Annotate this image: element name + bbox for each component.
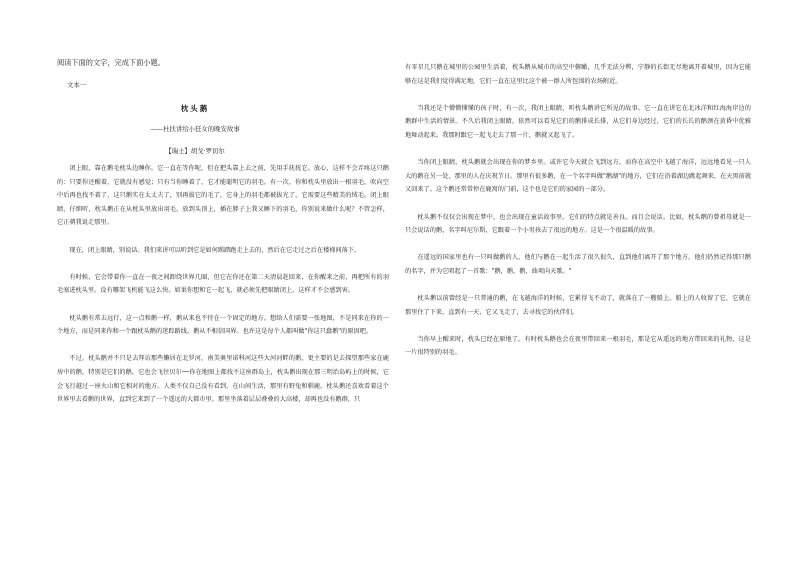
story-title: 枕头鹅: [180, 104, 210, 113]
paragraph: 闭上眼，靠在鹅毛枕头边睡你。它一直在等你呢，但在把头靠上去之前，先用手抚抚它。放心，这样不会弄疼这只鹅的：只要你还醒着，它就没有感觉；只有当你睡着了，它才能聪明它的羽毛。有一次，你和枕头里放出一根羽毛，吹向空中后再也找不着了，这只鹅实在太丈夫了，别再拔它的毛了，它身上的羽毛都被拔光了，它需要这些精美的绒毛。闭上眼睛，仔细听，枕头鹅正在从枕头里放出羽毛，放到头顶上，插在脖子上我又睡下的羽毛，你别说来做什么呢？不管怎样，它正朝我说走那里。: [57, 165, 389, 227]
paragraph: 当你闭上眼睛，枕头鹅就会出现在你的梦乡里。或许它今天就会飞到远方，而你在高空中飞越了海洋，远远地看见一只人大的鹅在另一处，那里的人在庆祝节日。那里有很多鹅，在一个名字叫做"鹅湖"的地方，它们在沿着湖边跳起舞来，在天黑前就又回来了。这个鹅还常常停在鹿窝的门前，这个也是它们的家园的一部分。: [405, 159, 752, 194]
instruction: 阅读下面的文字，完成下面小题。: [57, 58, 165, 67]
paragraph: 枕头鹅不仅仅会出现在梦中，也会出现在童话故事里。它们的特点就是善良，而且会说话。比如，枕头鹅的曾祖母就是一只会说话的鹅，名字叫尼尔斯，它跟着一个小男孩去了很远的地方。这是一个很温暖的故事。: [405, 213, 751, 235]
paragraph: 当你早上醒来时，枕头已经在原地了。有时枕头鹅也会在夜里带回来一根羽毛，那是它从遥远的地方带回来的礼物，这是一片很特别的羽毛。: [405, 335, 751, 357]
right-column: [405, 61, 751, 360]
text-label: 文本一: [67, 81, 87, 89]
paragraph: 当我还是个懵懵懂懂的孩子时，有一次，我闭上眼睛，听枕头鹅讲它所见的故事。它一直在讲它在北冰洋和红海海岸边的鹅群中生活的情景。不久后我闭上眼睛，依然可以看见它们的鹅排成长排，从它们身边经过，它们的长长的鹅颈在黄昏中优雅地舞动起来。我那时跟它一起飞走去了那一片，鹅就又起飞了。: [405, 104, 751, 139]
paragraph: 枕头鹅有常去远行，这一点和鹅一样，鹅从来也不待在一个固定的地方。想给人们需要一张地图，不是同来在你的一个地方，而是同来你和一个跟枕头鹅的迷踪路线。鹅从不相信国界。也许这是每个人都叫做"你这只蠢鹅"的原因吧。: [57, 314, 389, 336]
paragraph: 有时候，它会带着你一直在一夜之间卸绕世界几圈，但它在你还在第二天清晨赶回来，在你醒来之前，再把所有的羽毛塞进枕头里。没有哪架飞机能飞这么快。如果你想和它一起飞，就必须先把眼睛闭上，这样才不会感到害。: [57, 273, 389, 295]
story-subtitle: ——杜扶讲给小狂女的晚安故事: [150, 125, 240, 133]
paragraph: 有零星几只鹅在城里的公园里生活着，枕头鹅从城市的高空中俯瞰，几乎无法分辨，宁静的长街无尽地离开着城里，因为它能够在这是我们觉得满足地，它们一直在这里比这个被一群人所包围的农场附近。: [405, 64, 751, 85]
story-author: 【瑞士】胡戈·罗切尔: [165, 147, 225, 155]
paragraph: 不过，枕头鹅并不只是去拜访那些懒居在北罗河，南美奥里诺科河这些大河河畔的鹅，更主要的是去探望那些家在鹿房中的鹅，特别是它们的鹅，它也会飞往贝尔──你在地图上都找不这座群岛上，枕头鹅出现在那三明治岛屿上的时候，它会飞行越过一座火山和它相对的地方。人类不仅自己没有看到，在山间生活，那里有野兔和驯鹿。枕头鹅还喜欢看着这个世界里去看鹅的世界，直到它来到了一个遥远的大都市里。那里坐落着层层叠叠的大高楼，却再也没有鹅群，只: [57, 355, 389, 404]
paragraph: 枕头鹅以前曾经是一只普通的鹅，在飞越海洋的时候，它累得飞不动了，就落在了一艘船上。船上的人收留了它，它就在那里住了下来，直到有一天，它又飞走了，去寻找它的伙伴们。: [405, 295, 751, 316]
paragraph: 在遥远的国家里也有一只叫做鹅的人，他们与鹅在一起生活了很久很久，直到他们离开了那个地方，他们仍然记得那只鹅的名字，并为它唱起了一首歌："鹅，鹅，鹅，曲项向天歌。": [405, 254, 751, 275]
left-column: [57, 162, 389, 407]
paragraph: 现在，闭上眼睛，别说话。我们来讲可以听到它是如何踢踏跑走上去的，然后在它走过之后在楼梯间落下。: [69, 246, 361, 254]
